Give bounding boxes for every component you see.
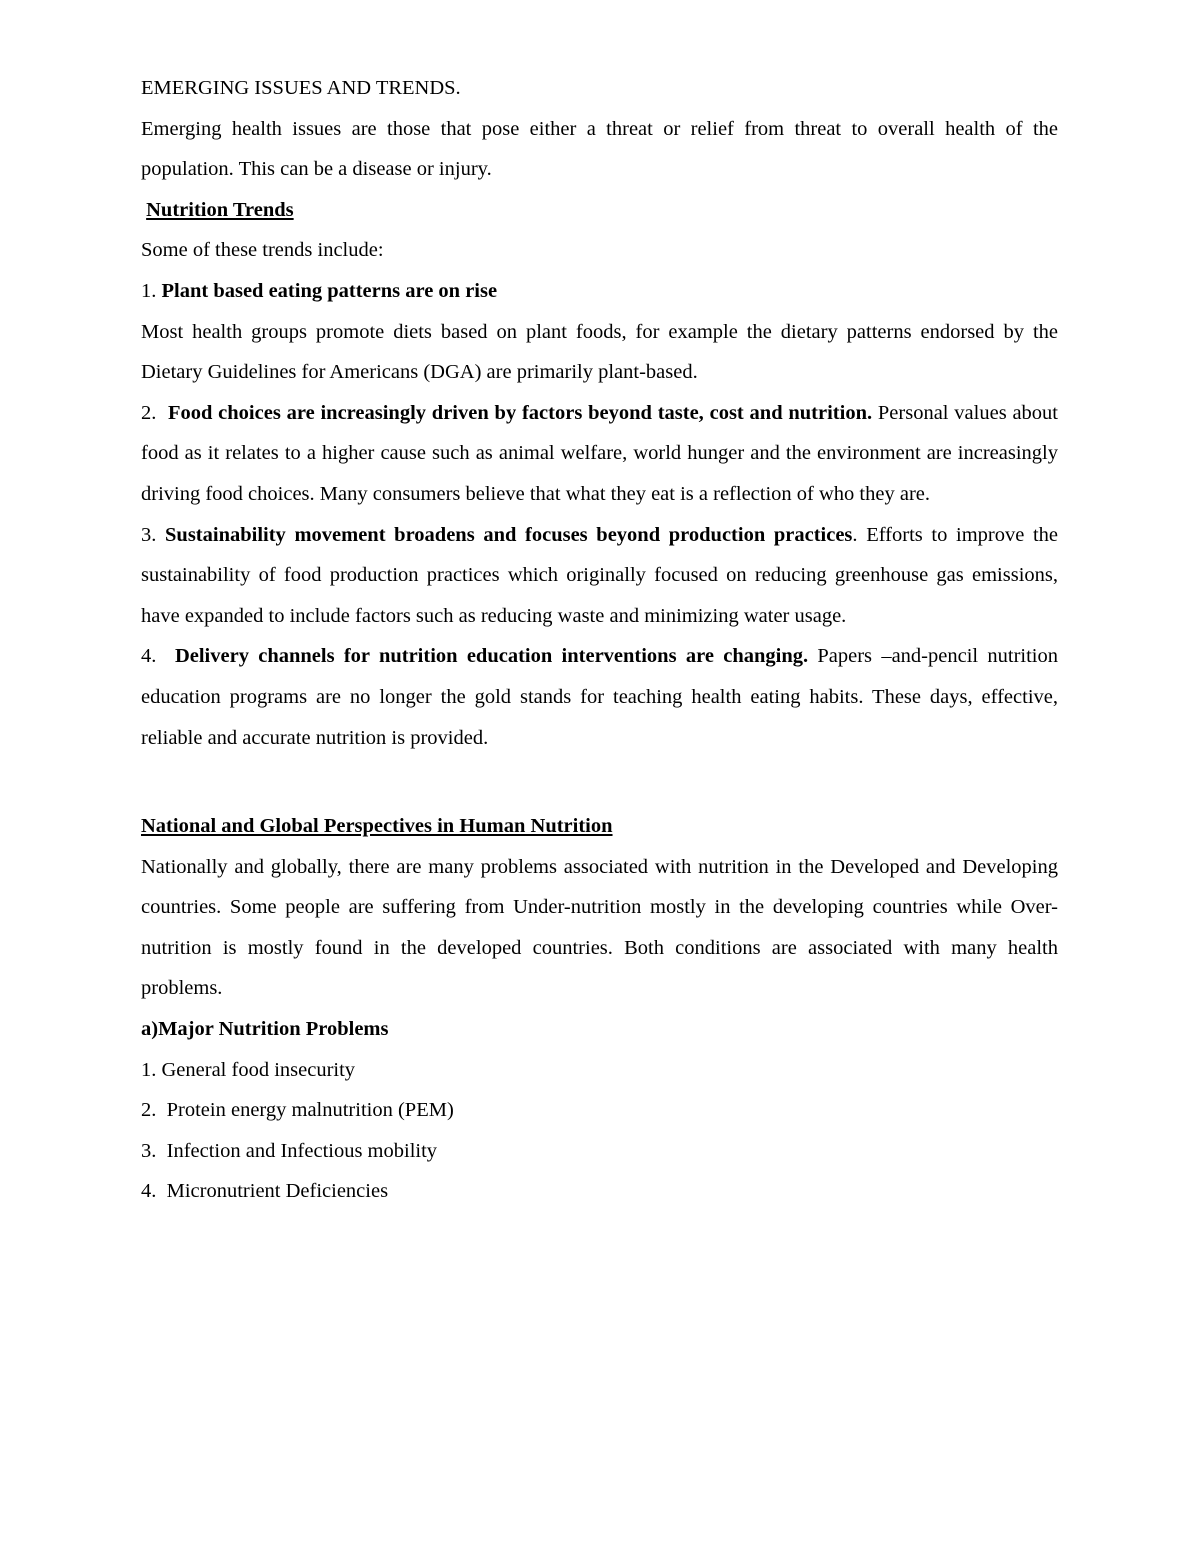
problem-item-3 (141, 1131, 1058, 1172)
problem-3-number: 3. (141, 1139, 157, 1162)
problem-4-text: Micronutrient Deficiencies (166, 1180, 389, 1203)
trend-2-number: 2. (141, 401, 157, 424)
problem-2-text: Protein energy malnutrition (PEM) (166, 1099, 454, 1122)
problem-item-4 (141, 1171, 1058, 1212)
document-title: EMERGING ISSUES AND TRENDS. (141, 77, 461, 99)
problem-4-number: 4. (141, 1180, 157, 1203)
trend-2-paragraph (141, 393, 1058, 515)
trend-4-paragraph (141, 636, 1058, 758)
perspectives-body: Nationally and globally, there are many problems associated with nutrition in the Developed and Developing countries. Some people are suffering from Under-nutrition mostly in the developing countries while Over-nutrition is mostly found in the developed countries. Both conditions are associated with many health problems. (141, 855, 1058, 1000)
trend-4-number: 4. (141, 645, 157, 668)
trend-3-paragraph (141, 515, 1058, 637)
trend-2-body: Personal values about food as it relates to a higher cause such as animal welfare, world hunger and the environment are increasingly driving food choices. Many consumers believe that what they eat is a reflection of who they are. (141, 401, 1059, 505)
trend-1-number: 1. (141, 279, 157, 302)
intro-paragraph: Emerging health issues are those that pose either a threat or relief from threat to overall health of the population. This can be a disease or injury. (141, 117, 1058, 181)
trend-1-heading-line (141, 271, 1058, 312)
trend-2-heading: Food choices are increasingly driven by factors beyond taste, cost and nutrition. (167, 401, 873, 424)
major-problems-heading: a)Major Nutrition Problems (141, 1018, 389, 1041)
document-page (141, 68, 1058, 1212)
nutrition-trends-lead: Some of these trends include: (141, 239, 384, 262)
trend-3-body: . Efforts to improve the sustainability of food production practices which originally focused on reducing greenhouse gas emissions, have expanded to include factors such as reducing waste and minimizing water usage. (141, 523, 1059, 627)
trend-3-number: 3. (141, 523, 157, 546)
trend-1-body: Most health groups promote diets based on plant foods, for example the dietary patterns endorsed by the Dietary Guidelines for Americans (DGA) are primarily plant-based. (141, 320, 1058, 384)
nutrition-trends-heading-text: Nutrition Trends (146, 198, 294, 221)
problem-item-1 (141, 1050, 1058, 1091)
trend-4-body: Papers –and-pencil nutrition education programs are no longer the gold stands for teaching health eating habits. These days, effective, reliable and accurate nutrition is provided. (141, 645, 1058, 749)
problem-2-number: 2. (141, 1099, 157, 1122)
problem-1-text: General food insecurity (161, 1058, 356, 1081)
trend-1-heading: Plant based eating patterns are on rise (161, 279, 498, 302)
perspectives-heading: National and Global Perspectives in Human Nutrition (141, 815, 613, 838)
nutrition-trends-heading (141, 190, 1058, 231)
trend-4-heading: Delivery channels for nutrition education interventions are changing. (174, 645, 809, 668)
trend-3-heading: Sustainability movement broadens and focuses beyond production practices (165, 523, 853, 546)
problem-1-number: 1. (141, 1058, 157, 1081)
problem-3-text: Infection and Infectious mobility (166, 1139, 438, 1162)
problem-item-2 (141, 1090, 1058, 1131)
section-spacer (141, 758, 1058, 806)
